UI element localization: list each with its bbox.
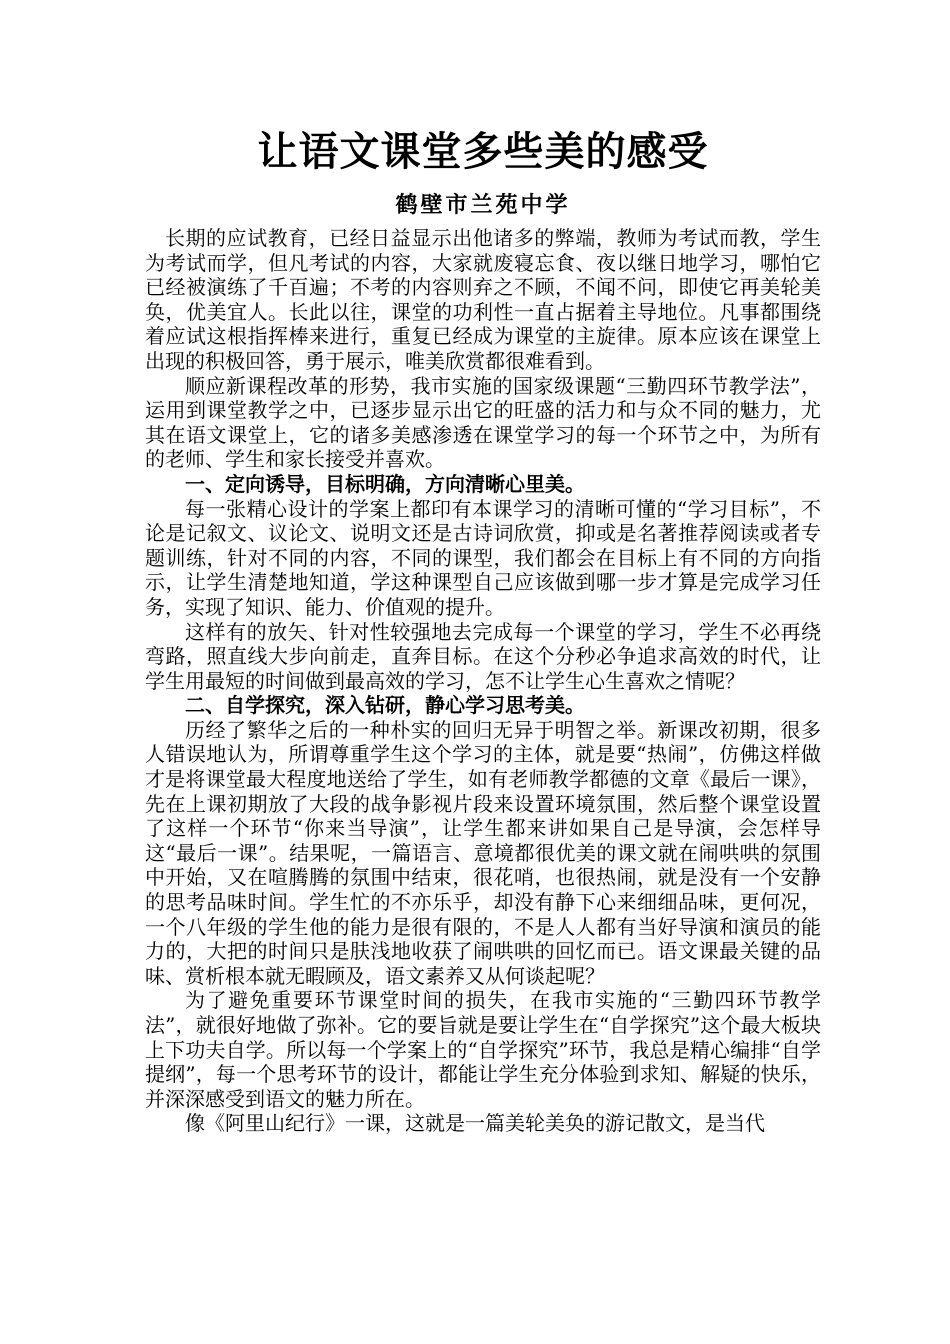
document-page (145, 128, 821, 1136)
paragraph-goals: 每一张精心设计的学案上都印有本课学习的清晰可懂的“学习目标”，不论是记叙文、议论文、说明文还是古诗词欣赏，抑或是名著推荐阅读或者专题训练，针对不同的内容，不同的课型，我们都会在目标上有不同的方向指示，让学生清楚地知道，学这种课型自己应该做到哪一步才算是完成学习任务，实现了知识、能力、价值观的提升。 (145, 496, 821, 619)
document-title: 让语文课堂多些美的感受 (257, 128, 709, 175)
section-heading-1: 一、定向诱导，目标明确，方向清晰心里美。 (185, 471, 585, 496)
section-heading-2: 二、自学探究，深入钻研，静心学习思考美。 (185, 693, 585, 718)
paragraph-efficiency: 这样有的放矢、针对性较强地去完成每一个课堂的学习，学生不必再绕弯路，照直线大步向前走，直奔目标。在这个分秒必争追求高效的时代，让学生用最短的时间做到最高效的学习，怎不让学生心生喜欢之情呢？ (145, 619, 821, 693)
paragraph-self-study: 历经了繁华之后的一种朴实的回归无异于明智之举。新课改初期，很多人错误地认为，所谓尊重学生这个学习的主体，就是要“热闹”，仿佛这样做才是将课堂最大程度地送给了学生，如有老师教学都德的文章《最后一课》，先在上课初期放了大段的战争影视片段来设置环境氛围，然后整个课堂设置了这样一个环节“你来当导演”，让学生都来讲如果自己是导演，会怎样导这“最后一课”。结果呢，一篇语言、意境都很优美的课文就在闹哄哄的氛围中开始，又在喧腾腾的氛围中结束，很花哨，也很热闹，就是没有一个安静的思考品味时间。学生忙的不亦乐乎，却没有静下心来细细品味，更何况，一个八年级的学生他的能力是很有限的，不是人人都有当好导演和演员的能力的，大把的时间只是肤浅地收获了闹哄哄的回忆而已。语文课最关键的品味、赏析根本就无暇顾及，语文素养又从何谈起呢？ (145, 717, 821, 988)
paragraph-method: 为了避免重要环节课堂时间的损失，在我市实施的“三勤四环节教学法”，就很好地做了弥补。它的要旨就是要让学生在“自学探究”这个最大板块上下功夫自学。所以每一个学案上的“自学探究”环节，我总是精心编排“自学提纲”，每一个思考环节的设计，都能让学生充分体验到求知、解疑的快乐，并深深感受到语文的魅力所在。 (145, 988, 821, 1111)
paragraph-example: 像《阿里山纪行》一课，这就是一篇美轮美奂的游记散文，是当代 (185, 1111, 765, 1136)
document-subtitle: 鹤壁市兰苑中学 (395, 192, 571, 218)
paragraph-reform: 顺应新课程改革的形势，我市实施的国家级课题“三勤四环节教学法”，运用到课堂教学之中，已逐步显示出它的旺盛的活力和与众不同的魅力，尤其在语文课堂上，它的诸多美感渗透在课堂学习的每一个环节之中，为所有的老师、学生和家长接受并喜欢。 (145, 373, 821, 472)
paragraph-intro: 长期的应试教育，已经日益显示出他诸多的弊端，教师为考试而教，学生为考试而学，但凡考试的内容，大家就废寝忘食、夜以继日地学习，哪怕它已经被演练了千百遍；不考的内容则弃之不顾，不闻不问，即使它再美轮美奂，优美宜人。长此以往，课堂的功利性一直占据着主导地位。凡事都围绕着应试这根指挥棒来进行，重复已经成为课堂的主旋律。原本应该在课堂上出现的积极回答，勇于展示，唯美欣赏都很难看到。 (145, 226, 821, 373)
